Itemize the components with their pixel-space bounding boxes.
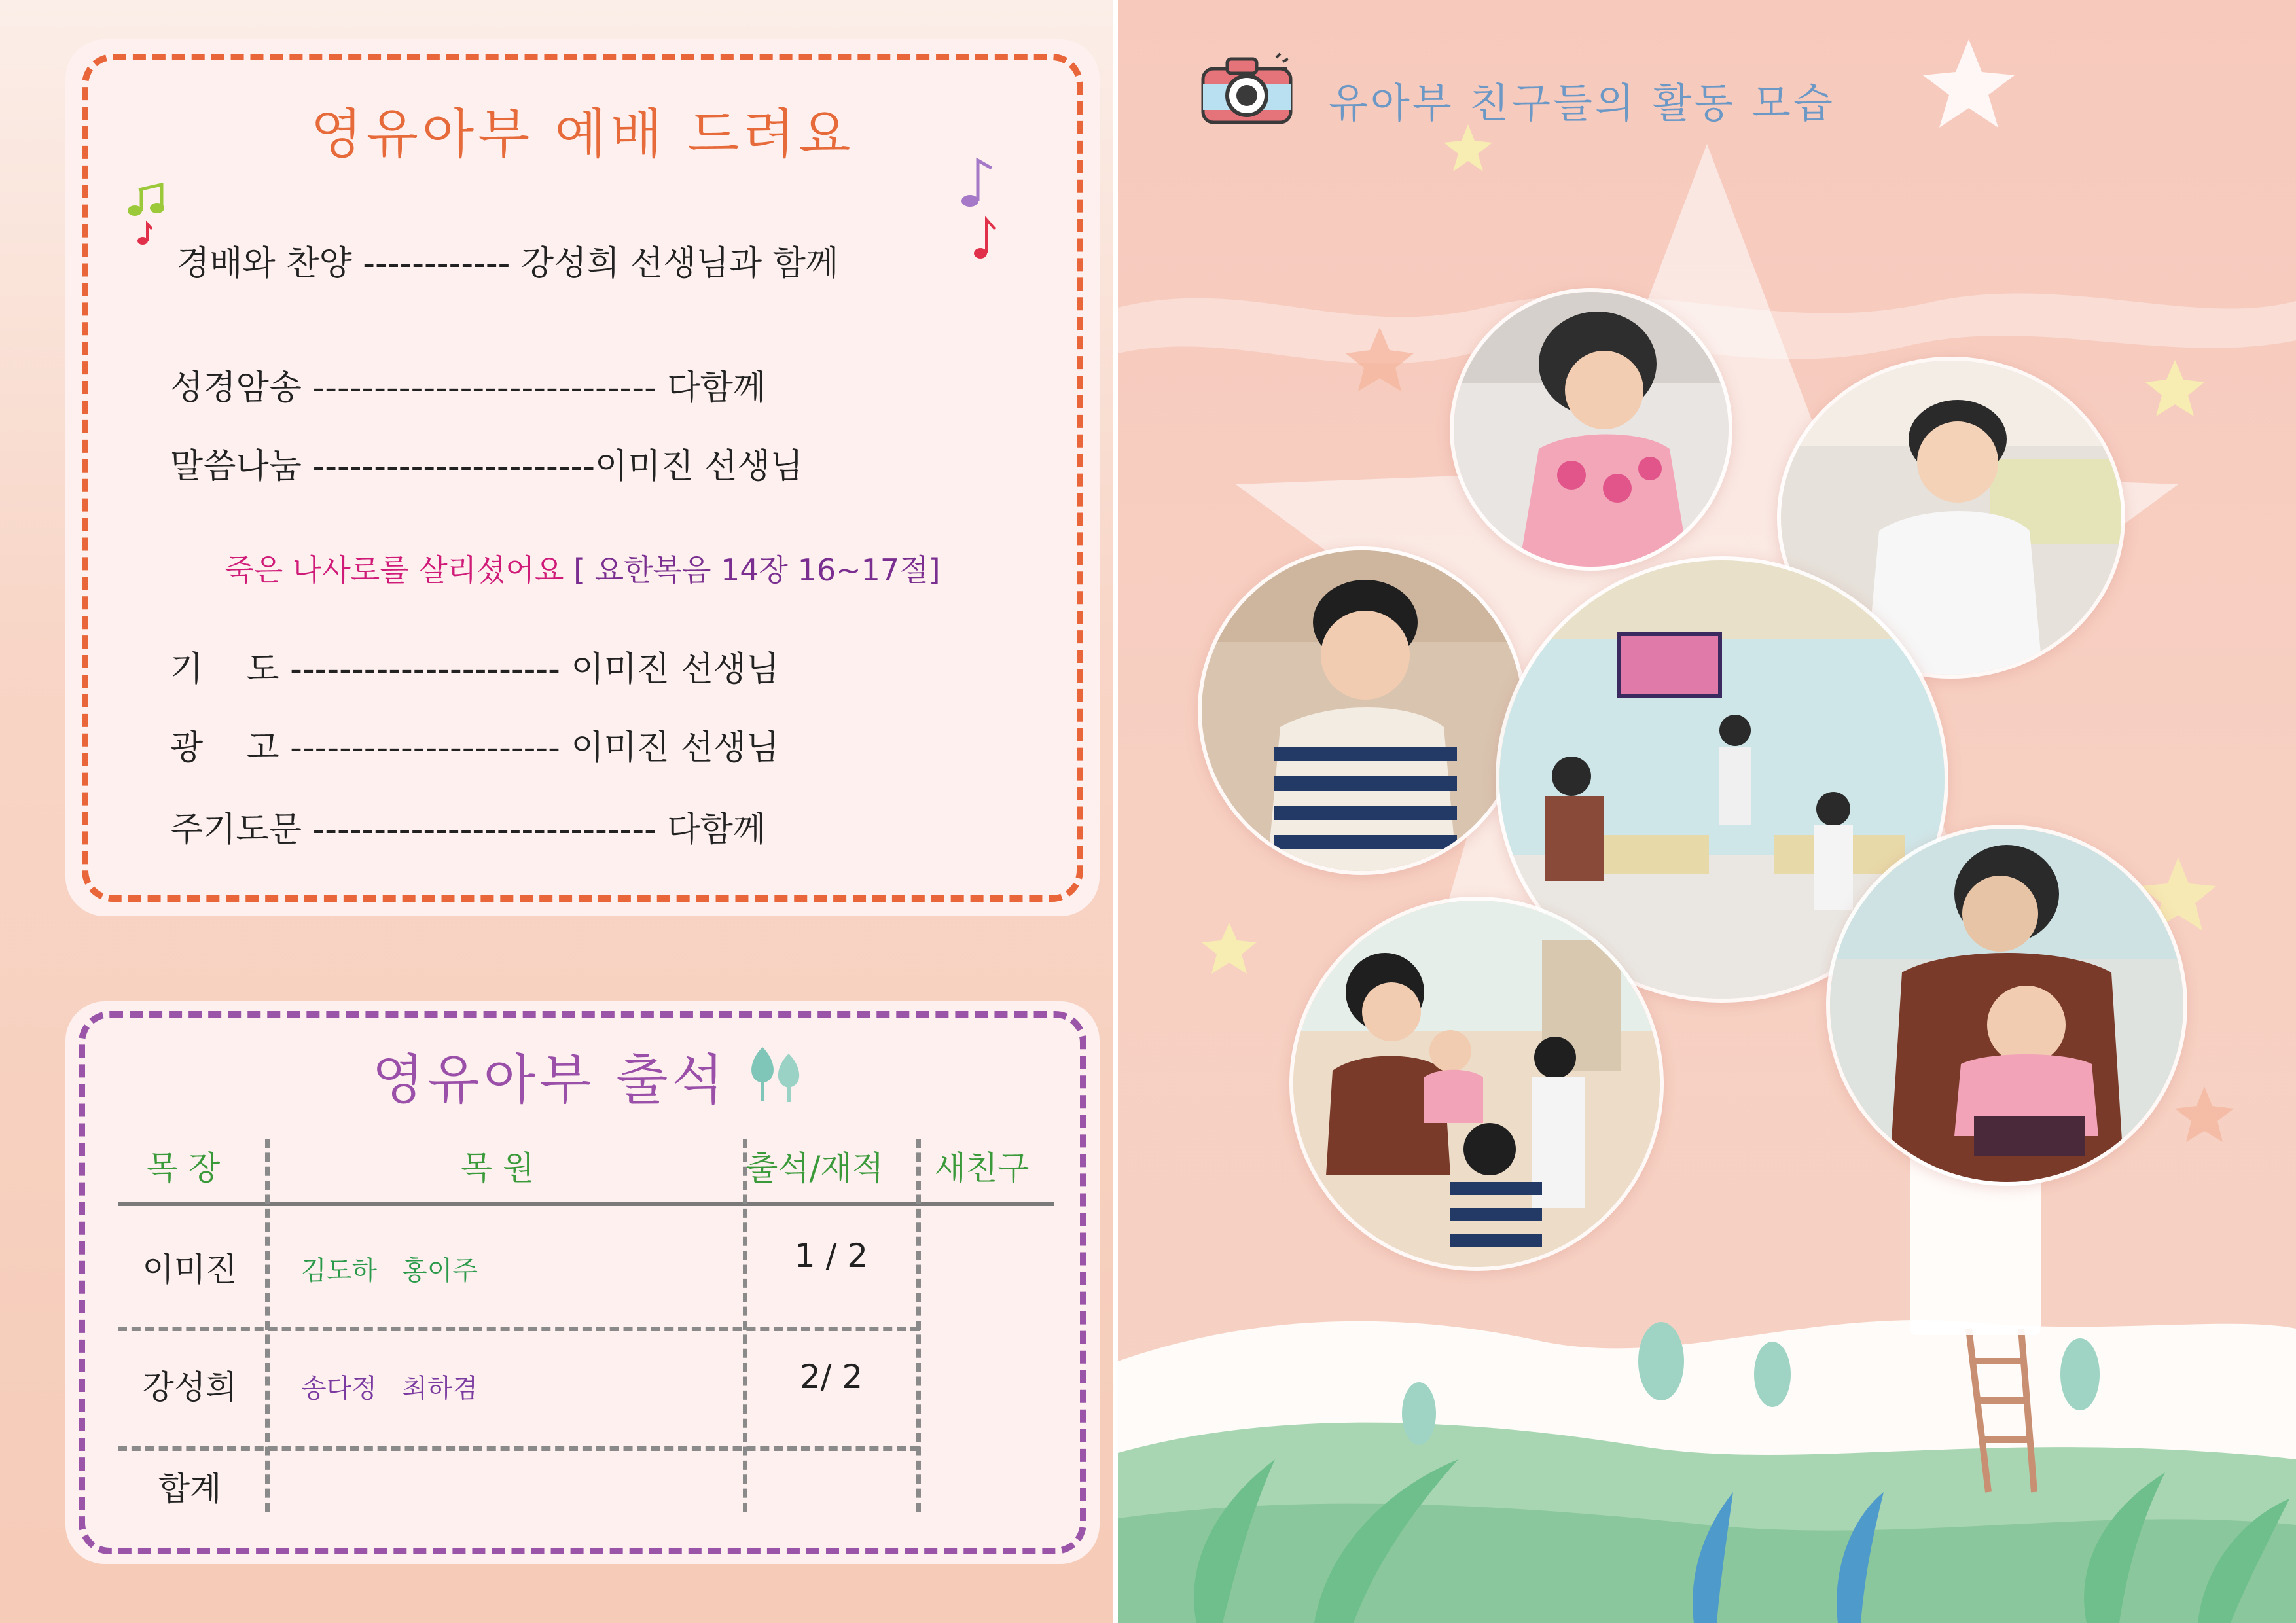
tree-icon	[740, 1041, 812, 1106]
column-divider	[743, 1139, 747, 1512]
activity-title: 유아부 친구들의 활동 모습	[1329, 79, 1835, 127]
page-divider	[1113, 0, 1118, 1623]
activity-photo	[1289, 897, 1664, 1271]
attendance-card	[65, 1001, 1100, 1564]
music-note-icon	[969, 213, 1001, 265]
order-row-lords-prayer: 주기도문 ---------------------------- 다함께	[170, 810, 766, 849]
sermon-line	[65, 546, 1100, 590]
sermon-reference: [ 요한복음 14장 16~17절]	[573, 552, 941, 588]
header-group: 목 장	[146, 1149, 221, 1187]
table-cell-count: 2/ 2	[799, 1358, 863, 1396]
activity-photo	[1198, 546, 1526, 875]
table-cell-leader: 이미진	[142, 1251, 238, 1289]
worship-title: 영유아부 예배 드려요	[310, 103, 855, 166]
sermon-title: 죽은 나사로를 살리셨어요	[224, 552, 564, 588]
table-cell-count: 1 / 2	[794, 1237, 869, 1275]
header-new-friend: 새친구	[934, 1149, 1030, 1187]
order-row-prayer: 기 도 ---------------------- 이미진 선생님	[170, 650, 780, 689]
header-divider	[118, 1202, 1054, 1206]
order-row-praise: 경배와 찬양 ------------ 강성희 선생님과 함께	[177, 244, 839, 283]
music-note-icon	[126, 183, 171, 249]
music-note-icon	[956, 154, 1001, 213]
order-row-recitation: 성경암송 ---------------------------- 다함께	[170, 368, 766, 408]
header-attendance: 출석/재적	[745, 1149, 884, 1187]
table-cell-total-label: 합계	[158, 1470, 222, 1508]
order-row-sermon: 말씀나눔 -----------------------이미진 선생님	[170, 447, 803, 486]
row-divider	[118, 1327, 920, 1331]
attendance-title: 영유아부 출석	[372, 1049, 728, 1111]
row-divider	[118, 1446, 920, 1451]
order-row-announcements: 광 고 ---------------------- 이미진 선생님	[170, 728, 780, 768]
table-cell-members: 송다정 최하겸	[301, 1374, 478, 1404]
worship-order-card	[65, 39, 1100, 916]
activity-photo	[1826, 825, 2187, 1186]
activity-photo	[1450, 288, 1732, 571]
camera-icon	[1198, 52, 1296, 128]
header-members: 목 원	[460, 1149, 535, 1187]
table-cell-members: 김도하 홍이주	[301, 1256, 478, 1286]
table-cell-leader: 강성희	[142, 1368, 238, 1406]
column-divider	[916, 1139, 921, 1512]
column-divider	[265, 1139, 270, 1512]
